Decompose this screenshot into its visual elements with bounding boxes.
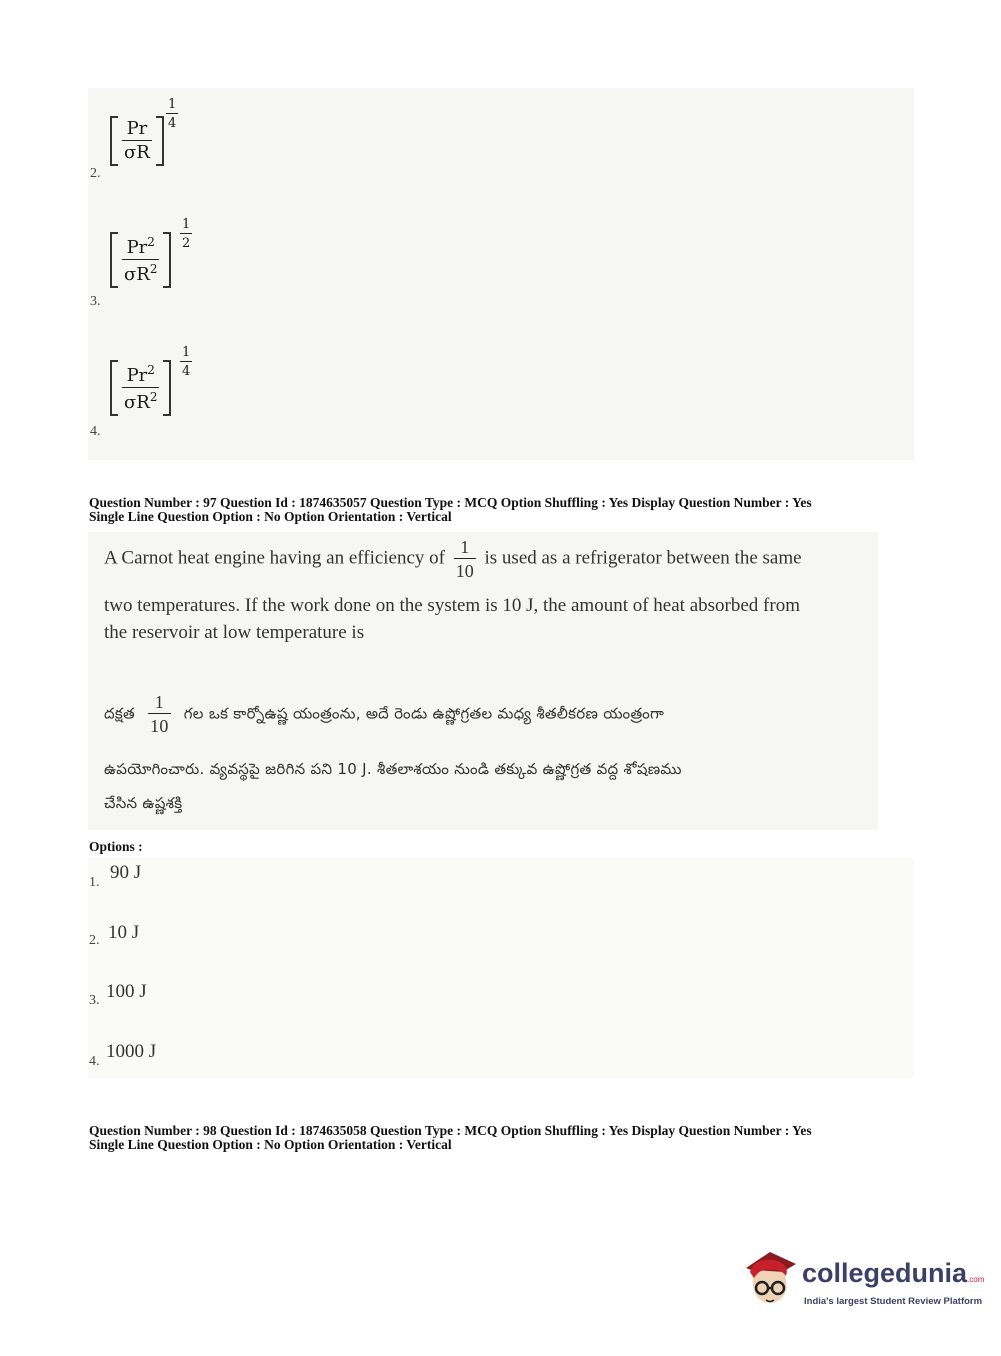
option-value: 90 J [110, 862, 142, 883]
q97-option-3[interactable] [88, 978, 288, 1018]
power-fraction: $\frac{1}{4}$ [168, 97, 177, 131]
option-number: 2. [89, 933, 100, 948]
q97-english-line1: A Carnot heat engine having an efficiency of $\frac{1}{10}$ is used as a refrigerator between the same [104, 537, 802, 581]
option-number: 3. [89, 993, 100, 1008]
option-number: 1. [89, 875, 100, 890]
option-value: 10 J [108, 922, 140, 943]
q97-english-line3: the reservoir at low temperature is [104, 622, 365, 643]
option-number: 3. [90, 294, 101, 309]
mascot-icon [740, 1248, 798, 1312]
q97-meta-line2: Single Line Question Option : No Option Orientation : Vertical [89, 509, 452, 524]
q97-telugu-line2: ఉపయోగించారు. వ్యవస్థపై జరిగిన పని 10 J. శీతలాశయం నుండి తక్కువ ఉష్ణోగ్రత వద్ద శోషణము [104, 760, 682, 778]
bracket-expression: $\frac{Pr}{\sigma R}$ [110, 116, 164, 166]
q97-option-2[interactable] [88, 918, 288, 958]
option-number: 4. [89, 1054, 100, 1069]
option-number: 2. [90, 166, 101, 181]
logo-name: collegedunia [802, 1258, 968, 1288]
q97-telugu-line3: చేసిన ఉష్ణశక్తి [104, 794, 183, 812]
formula [110, 116, 164, 166]
q97-meta [89, 496, 919, 524]
option-value: 1000 J [106, 1041, 157, 1062]
bracket-expression: $\frac{Pr^2}{\sigma R^2}$ [110, 360, 171, 416]
q98-meta [89, 1124, 919, 1152]
formula [110, 232, 171, 288]
bracket-expression: $\frac{Pr^2}{\sigma R^2}$ [110, 232, 171, 288]
prev-options-panel [88, 88, 914, 460]
option-number: 4. [90, 424, 101, 439]
q97-option-1[interactable] [88, 858, 288, 898]
efficiency-fraction: $\frac{1}{10}$ [455, 537, 474, 581]
q97-option-4[interactable] [88, 1038, 288, 1078]
power-fraction: $\frac{1}{4}$ [182, 345, 191, 379]
q98-meta-line1: Question Number : 98 Question Id : 1874635058 Question Type : MCQ Option Shuffling : Yes Display Question Number : Yes [89, 1123, 812, 1138]
q97-telugu-line1: దక్షత $\frac{1}{10}$ గల ఒక కార్నోఉష్ణ యంత్రంను, అదే రెండు ఉష్ణోగ్రతల మధ్య శీతలీకరణ యంత్రంగా [104, 692, 665, 736]
logo-suffix: .com [967, 1275, 985, 1284]
q98-meta-line2: Single Line Question Option : No Option Orientation : Vertical [89, 1137, 452, 1152]
power-fraction: $\frac{1}{2}$ [182, 217, 191, 251]
telugu-efficiency-fraction: $\frac{1}{10}$ [150, 692, 169, 736]
logo-tagline: India's largest Student Review Platform [804, 1296, 983, 1307]
options-label: Options : [89, 839, 143, 854]
collegedunia-logo[interactable] [740, 1248, 985, 1320]
formula [110, 360, 171, 416]
q97-english-line2: two temperatures. If the work done on the system is 10 J, the amount of heat absorbed from [104, 595, 800, 616]
option-value: 100 J [106, 981, 147, 1002]
q97-meta-line1: Question Number : 97 Question Id : 1874635057 Question Type : MCQ Option Shuffling : Yes Display Question Number : Yes [89, 495, 812, 510]
